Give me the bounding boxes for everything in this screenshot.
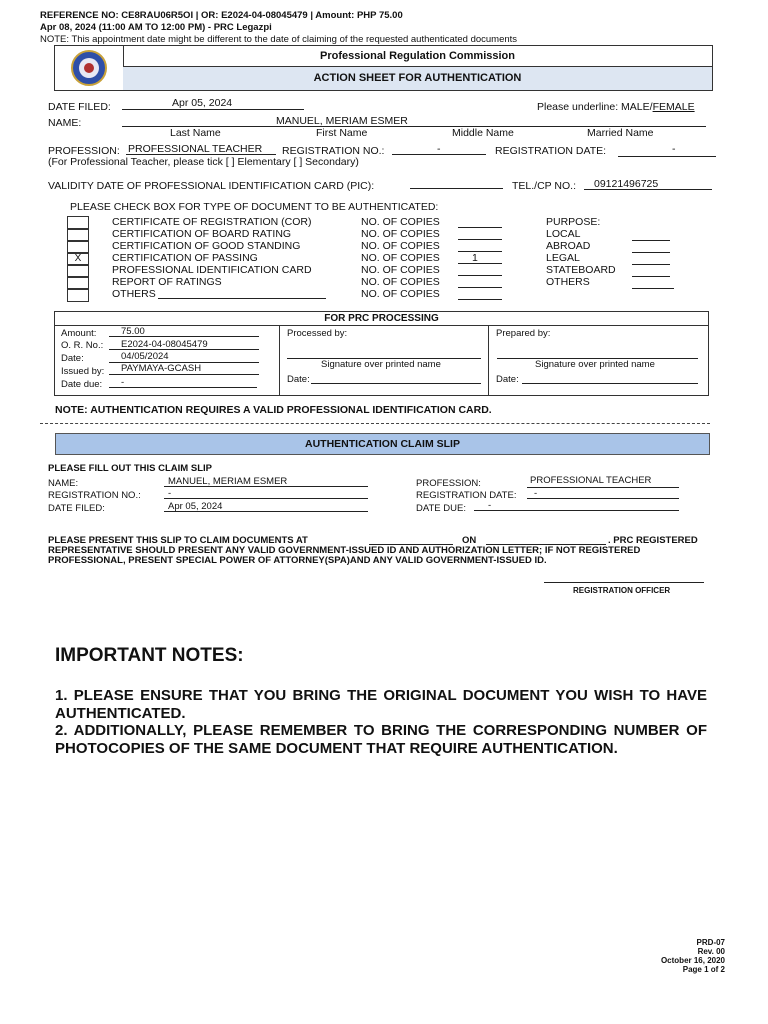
processed-date-label: Date: — [287, 374, 310, 385]
doc-label: CERTIFICATION OF BOARD RATING — [112, 228, 292, 240]
form-footer — [661, 938, 725, 974]
reg-no-underline — [392, 154, 486, 155]
gender-selected: FEMALE — [652, 101, 695, 113]
claim-reg-date-label: REGISTRATION DATE: — [416, 490, 517, 501]
page-number: Page 1 of 2 — [682, 965, 725, 974]
registration-officer-label: REGISTRATION OFFICER — [573, 586, 671, 595]
gender-label — [537, 101, 695, 113]
profession-value: PROFESSIONAL TEACHER — [128, 143, 263, 155]
purpose-label: PURPOSE: — [546, 216, 601, 228]
claim-instruction-1c: . PRC REGISTERED — [608, 535, 698, 546]
claim-date-filed-underline — [164, 511, 368, 512]
form-date: October 16, 2020 — [660, 956, 725, 965]
amount-label: Amount: — [61, 328, 97, 339]
processing-title: FOR PRC PROCESSING — [55, 312, 708, 326]
date-filed-label: DATE FILED: — [48, 101, 111, 113]
date-due-value: - — [121, 377, 125, 388]
reg-no-label: REGISTRATION NO.: — [282, 145, 385, 157]
reg-no-value: - — [437, 143, 441, 155]
copies-label: NO. OF COPIES — [361, 240, 440, 252]
copies-value: 1 — [472, 252, 478, 264]
form-code: PRD-07 — [696, 938, 725, 947]
married-name-caption: Married Name — [587, 127, 654, 139]
issued-label: Issued by: — [61, 366, 105, 377]
copies-line — [458, 251, 502, 252]
claim-reg-date-underline — [527, 498, 679, 499]
processed-by-label: Processed by: — [287, 328, 348, 339]
copies-label: NO. OF COPIES — [361, 252, 440, 264]
form-title: ACTION SHEET FOR AUTHENTICATION — [123, 67, 712, 90]
claim-reg-no-label: REGISTRATION NO.: — [48, 490, 141, 501]
processed-column — [279, 325, 489, 395]
cut-line — [40, 423, 710, 424]
or-underline — [109, 349, 259, 350]
claim-date-filed-label: DATE FILED: — [48, 503, 105, 514]
note-item: 1. PLEASE ENSURE THAT YOU BRING THE ORIGINAL DOCUMENT YOU WISH TO HAVE AUTHENTICATED. — [55, 687, 707, 722]
processed-date-line — [311, 383, 481, 384]
purpose-line — [632, 264, 670, 265]
gender-instruction: Please underline: MALE/ — [537, 101, 653, 113]
claim-instruction-1b: ON — [462, 535, 477, 546]
doc-label: REPORT OF RATINGS — [112, 276, 222, 288]
claim-profession-value: PROFESSIONAL TEACHER — [530, 475, 652, 486]
copies-label: NO. OF COPIES — [361, 216, 440, 228]
name-value: MANUEL, MERIAM ESMER — [276, 115, 408, 127]
date-due-underline — [109, 387, 257, 388]
or-label: O. R. No.: — [61, 340, 104, 351]
claim-name-value: MANUEL, MERIAM ESMER — [168, 476, 288, 487]
validity-underline — [410, 188, 503, 189]
prepared-date-label: Date: — [496, 374, 519, 385]
purpose-item: LOCAL — [546, 228, 581, 240]
prc-seal-logo — [55, 46, 124, 90]
purpose-line — [632, 252, 670, 253]
purpose-item: OTHERS — [546, 276, 590, 288]
prc-processing-box — [54, 311, 709, 396]
claim-name-label: NAME: — [48, 478, 79, 489]
doc-label: CERTIFICATE OF REGISTRATION (COR) — [112, 216, 312, 228]
validity-label: VALIDITY DATE OF PROFESSIONAL IDENTIFICATION CARD (PIC): — [48, 180, 375, 192]
claim-reg-no-value: - — [168, 488, 172, 499]
claim-name-underline — [164, 486, 368, 487]
last-name-caption: Last Name — [170, 127, 221, 139]
copies-line — [458, 299, 502, 300]
doc-label: CERTIFICATION OF PASSING — [112, 252, 258, 264]
profession-label: PROFESSION: — [48, 145, 120, 157]
payment-column — [55, 325, 280, 395]
issued-underline — [109, 374, 259, 375]
note-item: 2. ADDITIONALLY, PLEASE REMEMBER TO BRING THE CORRESPONDING NUMBER OF PHOTOCOPIES OF THE SAME DOCUMENT THAT REQUIRE AUTHENTICATION. — [55, 722, 707, 757]
middle-name-caption: Middle Name — [452, 127, 514, 139]
doc-checkbox[interactable] — [67, 288, 89, 302]
reference-line: REFERENCE NO: CE8RAU06R5OI | OR: E2024-04-08045479 | Amount: PHP 75.00 — [40, 10, 403, 21]
claim-date-due-underline — [474, 510, 679, 511]
amount-value: 75.00 — [121, 326, 145, 337]
doc-label: OTHERS — [112, 288, 156, 300]
claim-date-due-value: - — [488, 500, 492, 511]
claim-date-filed-value: Apr 05, 2024 — [168, 501, 223, 512]
copies-line — [458, 239, 502, 240]
date-value: 04/05/2024 — [121, 351, 169, 362]
prepared-by-label: Prepared by: — [496, 328, 551, 339]
reg-date-label: REGISTRATION DATE: — [495, 145, 607, 157]
tel-label: TEL./CP NO.: — [512, 180, 576, 192]
tel-value: 09121496725 — [594, 178, 659, 190]
prepared-date-line — [522, 383, 698, 384]
purpose-item: STATEBOARD — [546, 264, 616, 276]
claim-reg-no-underline — [164, 498, 368, 499]
checkbox-instruction: PLEASE CHECK BOX FOR TYPE OF DOCUMENT TO BE AUTHENTICATED: — [70, 201, 439, 213]
copies-label: NO. OF COPIES — [361, 264, 440, 276]
profession-underline — [126, 154, 276, 155]
teacher-note: (For Professional Teacher, please tick [ ] Elementary [ ] Secondary) — [48, 156, 359, 168]
officer-signature-line — [544, 582, 704, 583]
purpose-item: ABROAD — [546, 240, 591, 252]
copies-line — [458, 287, 502, 288]
appointment-line: Apr 08, 2024 (11:00 AM TO 12:00 PM) - PRC Legazpi — [40, 22, 272, 33]
doc-label: PROFESSIONAL IDENTIFICATION CARD — [112, 264, 312, 276]
org-name: Professional Regulation Commission — [123, 46, 712, 67]
doc-label: CERTIFICATION OF GOOD STANDING — [112, 240, 301, 252]
name-label: NAME: — [48, 117, 82, 129]
processed-signature-caption: Signature over printed name — [321, 359, 441, 370]
claim-fill-out: PLEASE FILL OUT THIS CLAIM SLIP — [48, 463, 212, 474]
issued-value: PAYMAYA-GCASH — [121, 363, 202, 374]
purpose-line — [632, 240, 670, 241]
claim-instruction-2: REPRESENTATIVE SHOULD PRESENT ANY VALID GOVERNMENT-ISSUED ID AND AUTHORIZATION LETTER; IF NOT REGISTERED — [48, 545, 641, 556]
date-label: Date: — [61, 353, 84, 364]
pic-note: NOTE: AUTHENTICATION REQUIRES A VALID PROFESSIONAL IDENTIFICATION CARD. — [55, 404, 492, 416]
others-underline — [158, 298, 326, 299]
first-name-caption: First Name — [316, 127, 368, 139]
claim-slip-title: AUTHENTICATION CLAIM SLIP — [55, 433, 710, 455]
doc-checkbox[interactable]: X — [67, 252, 89, 266]
copies-line — [458, 275, 502, 276]
date-filed-underline — [122, 109, 304, 110]
important-notes-heading: IMPORTANT NOTES: — [55, 645, 244, 666]
date-filed-value: Apr 05, 2024 — [172, 97, 233, 109]
tel-underline — [584, 189, 712, 190]
appointment-note: NOTE: This appointment date might be different to the date of claiming of the requested authenticated documents — [40, 34, 518, 45]
purpose-line — [632, 276, 670, 277]
claim-profession-underline — [527, 487, 679, 488]
prepared-signature-caption: Signature over printed name — [535, 359, 655, 370]
copies-line — [458, 263, 502, 264]
reg-date-value: - — [672, 143, 676, 155]
copies-line — [458, 227, 502, 228]
copies-label: NO. OF COPIES — [361, 276, 440, 288]
purpose-item: LEGAL — [546, 252, 580, 264]
copies-label: NO. OF COPIES — [361, 288, 440, 300]
copies-label: NO. OF COPIES — [361, 228, 440, 240]
claim-date-due-label: DATE DUE: — [416, 503, 466, 514]
claim-instruction-3: PROFESSIONAL, PRESENT SPECIAL POWER OF ATTORNEY(SPA)AND ANY VALID GOVERNMENT-ISSUED ID. — [48, 555, 547, 566]
reg-date-underline — [618, 156, 716, 157]
claim-instruction-1a: PLEASE PRESENT THIS SLIP TO CLAIM DOCUMENTS AT — [48, 535, 308, 546]
form-revision: Rev. 00 — [697, 947, 725, 956]
or-value: E2024-04-08045479 — [121, 339, 208, 350]
form-header — [54, 45, 713, 91]
amount-underline — [109, 336, 259, 337]
date-due-label: Date due: — [61, 379, 103, 390]
claim-reg-date-value: - — [534, 488, 538, 499]
claim-profession-label: PROFESSION: — [416, 478, 481, 489]
purpose-line — [632, 288, 674, 289]
